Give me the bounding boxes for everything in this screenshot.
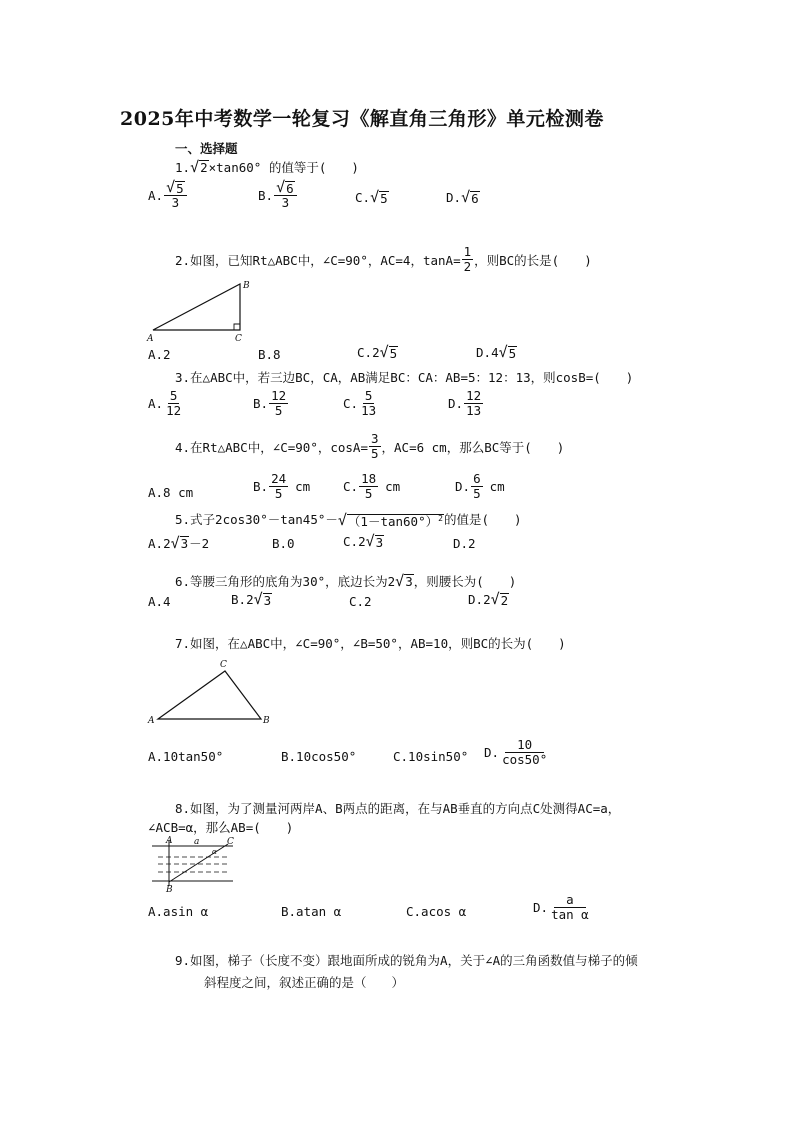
question-8-option-c[interactable]: C.acos α <box>406 904 467 919</box>
question-1-option-a[interactable]: A. √ 5 3 <box>148 180 188 210</box>
question-1-option-d[interactable]: D. √ 6 <box>446 188 479 206</box>
question-1-option-c[interactable]: C. √ 5 <box>355 188 388 206</box>
question-3-option-d[interactable]: D. $\frac{12}{13}$ <box>448 388 482 419</box>
question-4-option-d[interactable]: D. $\frac{6}{5}$ cm <box>455 471 505 502</box>
side-label-a: a <box>194 837 200 847</box>
right-triangle <box>153 284 240 330</box>
question-8-option-a[interactable]: A.asin α <box>148 904 209 919</box>
question-6-option-a[interactable]: A.4 <box>148 594 171 609</box>
question-5-option-d[interactable]: D.2 <box>453 536 476 551</box>
point-label-c: C <box>227 837 234 847</box>
question-7-figure <box>145 655 275 730</box>
question-4-stem: 4.在Rt△ABC中，∠C=90°，cosA= $\frac{3}{5}$ ，AC=6 cm，那么BC等于( ) <box>175 431 565 462</box>
question-3-option-c[interactable]: C. $\frac{5}{13}$ <box>343 388 377 419</box>
question-5-option-c[interactable]: C. 2 √ 3 <box>343 532 384 550</box>
question-7-option-d[interactable]: D. $\frac{10}{\cos 50^\circ}$ <box>484 737 548 768</box>
question-6-option-d[interactable]: D. 2 √ 2 <box>468 590 509 608</box>
vertex-label-a: A <box>147 334 154 344</box>
vertex-label-c: C <box>220 660 227 670</box>
angle-label-alpha: α <box>212 848 217 856</box>
question-2-option-a[interactable]: A.2 <box>148 347 171 362</box>
question-1-stem: 1. √ 2 ×tan60° 的值等于( ) <box>175 157 359 176</box>
question-5-option-b[interactable]: B.0 <box>272 536 295 551</box>
vertex-label-c: C <box>235 334 242 344</box>
question-2-figure <box>145 278 265 348</box>
question-3-stem: 3.在△ABC中，若三边BC，CA，AB满足BC：CA：AB=5：12：13，则cosB=( ) <box>175 370 634 385</box>
question-8-figure <box>148 834 238 894</box>
question-7-option-c[interactable]: C.10sin50° <box>393 749 469 764</box>
point-label-a: A <box>166 836 173 846</box>
question-7-option-b[interactable]: B.10cos50° <box>281 749 357 764</box>
question-6-option-b[interactable]: B. 2 √ 3 <box>231 590 272 608</box>
page-title: 2025年中考数学一轮复习《解直角三角形》单元检测卷 <box>120 108 604 130</box>
question-3-option-a[interactable]: A. $\frac{5}{12}$ <box>148 388 182 419</box>
question-8-option-b[interactable]: B.atan α <box>281 904 342 919</box>
section-heading: 一、选择题 <box>175 141 238 156</box>
question-4-option-b[interactable]: B. $\frac{24}{5}$ cm <box>253 471 311 502</box>
question-1-option-b[interactable]: B. √ 6 3 <box>258 180 298 210</box>
question-4-option-c[interactable]: C. $\frac{18}{5}$ cm <box>343 471 401 502</box>
right-angle-mark <box>234 324 240 330</box>
vertex-label-b: B <box>243 281 250 291</box>
question-8-stem-line-1: 8.如图，为了测量河两岸A、B两点的距离，在与AB垂直的方向点C处测得AC=a， <box>175 801 621 816</box>
segment-bc <box>169 844 228 882</box>
question-7-option-a[interactable]: A.10tan50° <box>148 749 224 764</box>
question-7-stem: 7.如图，在△ABC中，∠C=90°，∠B=50°，AB=10，则BC的长为( ) <box>175 636 566 651</box>
triangle <box>158 671 261 719</box>
question-2-stem: 2.如图，已知Rt△ABC中，∠C=90°，AC=4，tanA= $\frac{1}{2}$ ，则BC的长是( ) <box>175 244 592 275</box>
question-4-option-a[interactable]: A.8 cm <box>148 485 194 500</box>
question-2-option-d[interactable]: D. 4 √ 5 <box>476 343 517 361</box>
question-6-option-c[interactable]: C.2 <box>349 594 372 609</box>
question-8-option-d[interactable]: D. $\frac{a}{\text{tan α}}$ <box>533 892 589 923</box>
vertex-label-a: A <box>148 716 155 726</box>
question-5-option-a[interactable]: A. 2 √ 3 －2 <box>148 533 210 552</box>
question-3-option-b[interactable]: B. $\frac{12}{5}$ <box>253 388 287 419</box>
point-label-b: B <box>166 885 173 894</box>
question-6-stem: 6.等腰三角形的底角为30°，底边长为2 √ 3 ，则腰长为( ) <box>175 571 517 590</box>
vertex-label-b: B <box>263 716 270 726</box>
question-8-stem-line-2: ∠ACB=α，那么AB=( ) <box>148 820 294 835</box>
question-2-option-b[interactable]: B.8 <box>258 347 281 362</box>
question-9-stem-line-1: 9.如图，梯子（长度不变）跟地面所成的锐角为A，关于∠A的三角函数值与梯子的倾 <box>175 953 638 968</box>
question-9-stem-line-2: 斜程度之间，叙述正确的是（ ） <box>204 975 405 990</box>
question-5-stem: 5.式子2cos30°－tan45°－ √ $(1-\tan 60^\circ)^2$ 的值是( ) <box>175 511 522 529</box>
question-2-option-c[interactable]: C. 2 √ 5 <box>357 343 398 361</box>
